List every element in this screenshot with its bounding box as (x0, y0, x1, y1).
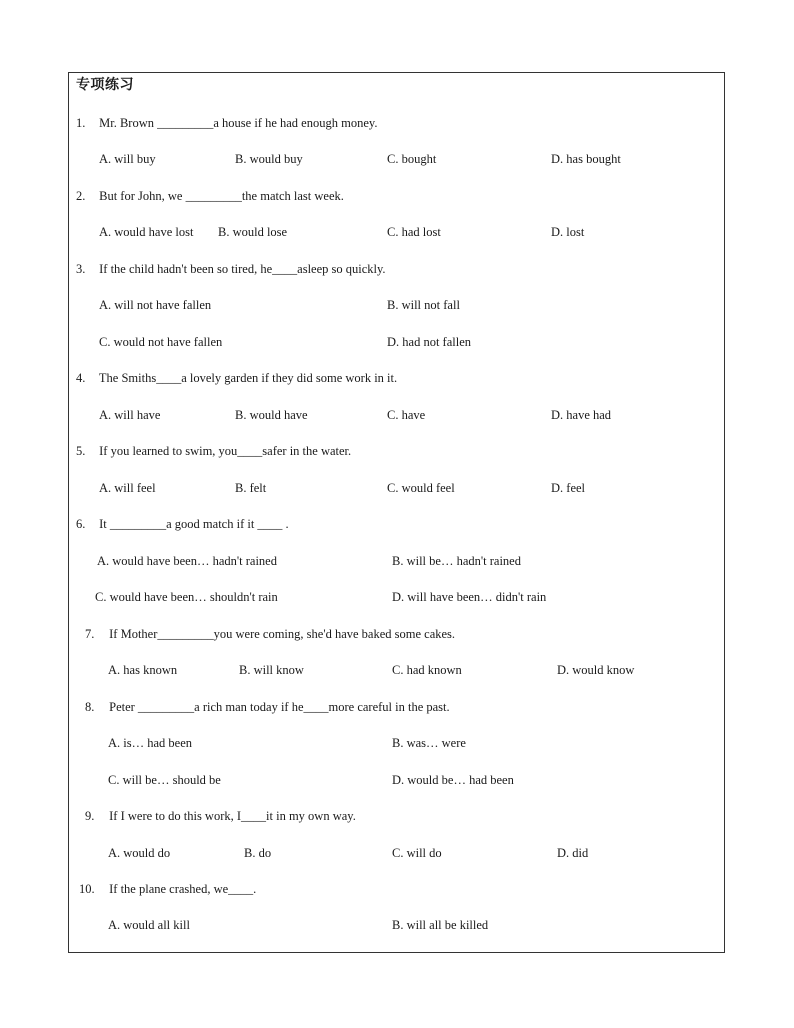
option-4a: A. will have (99, 408, 161, 422)
question-text: If the plane crashed, we____. (109, 882, 257, 896)
option-5a: A. will feel (99, 481, 156, 495)
question-number: 4. (76, 371, 86, 385)
question-5 (76, 443, 351, 459)
option-4b: B. would have (235, 408, 308, 422)
question-text: But for John, we _________the match last week. (99, 189, 344, 203)
option-2b: B. would lose (218, 225, 288, 239)
question-text: Mr. Brown _________a house if he had enough money. (99, 116, 378, 130)
option-1d: D. has bought (551, 152, 621, 166)
question-2 (76, 188, 344, 204)
option-7a: A. has known (108, 663, 178, 677)
option-2a: A. would have lost (99, 225, 194, 239)
option-9c: C. will do (392, 846, 442, 860)
question-1 (76, 115, 377, 131)
option-6c: C. would have been… shouldn't rain (95, 590, 278, 604)
option-5c: C. would feel (387, 481, 455, 495)
option-6a: A. would have been… hadn't rained (97, 554, 277, 568)
question-number: 3. (76, 262, 86, 276)
option-10b: B. will all be killed (392, 918, 489, 932)
option-9a: A. would do (108, 846, 171, 860)
question-text: It _________a good match if it ____ . (99, 517, 289, 531)
option-6d: D. will have been… didn't rain (392, 590, 547, 604)
option-3d: D. had not fallen (387, 335, 472, 349)
question-number: 7. (85, 627, 95, 641)
question-7 (85, 626, 455, 642)
question-number: 9. (85, 809, 95, 823)
question-text: Peter _________a rich man today if he____more careful in the past. (109, 700, 450, 714)
option-7c: C. had known (392, 663, 462, 677)
question-3 (76, 261, 386, 277)
question-8 (85, 699, 450, 715)
option-7b: B. will know (239, 663, 304, 677)
option-8b: B. was… were (392, 736, 466, 750)
question-number: 2. (76, 189, 86, 203)
option-1b: B. would buy (235, 152, 303, 166)
option-5b: B. felt (235, 481, 267, 495)
option-2d: D. lost (551, 225, 585, 239)
option-6b: B. will be… hadn't rained (392, 554, 521, 568)
question-10 (79, 881, 256, 897)
option-9b: B. do (244, 846, 272, 860)
question-number: 6. (76, 517, 86, 531)
option-4d: D. have had (551, 408, 612, 422)
question-number: 5. (76, 444, 86, 458)
option-3b: B. will not fall (387, 298, 460, 312)
option-3c: C. would not have fallen (99, 335, 223, 349)
option-7d: D. would know (557, 663, 635, 677)
option-2c: C. had lost (387, 225, 441, 239)
option-5d: D. feel (551, 481, 586, 495)
option-4c: C. have (387, 408, 426, 422)
question-text: If you learned to swim, you____safer in the water. (99, 444, 352, 458)
question-number: 1. (76, 116, 86, 130)
option-3a: A. will not have fallen (99, 298, 212, 312)
question-9 (85, 808, 356, 824)
question-6 (76, 516, 289, 532)
question-number: 10. (79, 882, 95, 896)
option-8d: D. would be… had been (392, 773, 514, 787)
option-8c: C. will be… should be (108, 773, 221, 787)
option-1c: C. bought (387, 152, 437, 166)
question-4 (76, 370, 397, 386)
option-10a: A. would all kill (108, 918, 190, 932)
question-number: 8. (85, 700, 95, 714)
section-title: 专项练习 (76, 77, 134, 93)
question-text: If I were to do this work, I____it in my own way. (109, 809, 356, 823)
option-1a: A. will buy (99, 152, 156, 166)
option-9d: D. did (557, 846, 589, 860)
question-text: If Mother_________you were coming, she'd have baked some cakes. (109, 627, 456, 641)
question-text: The Smiths____a lovely garden if they did some work in it. (98, 371, 398, 385)
option-8a: A. is… had been (108, 736, 193, 750)
question-text: If the child hadn't been so tired, he____asleep so quickly. (99, 262, 386, 276)
